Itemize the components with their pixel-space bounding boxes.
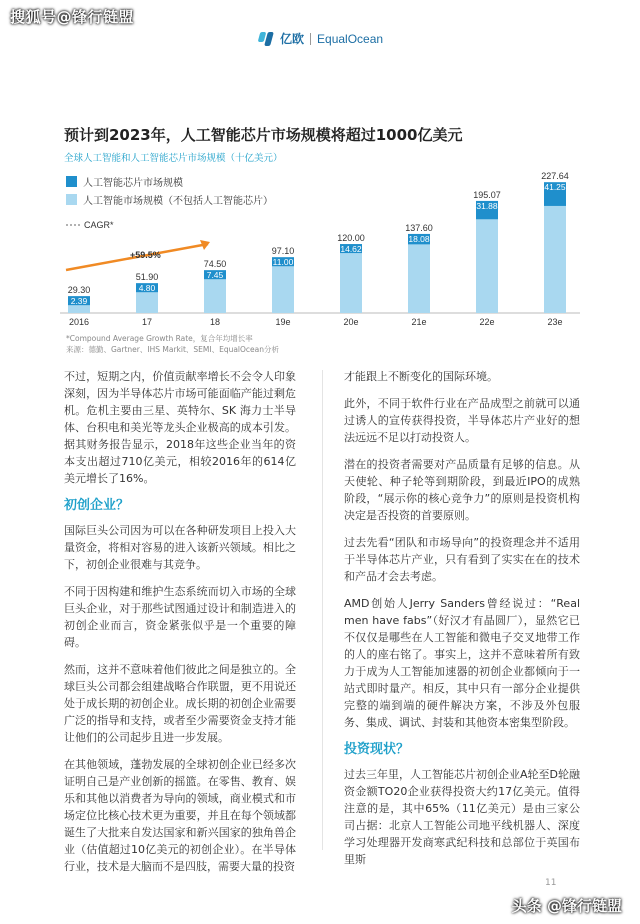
cagr-label: CAGR* [84,220,114,230]
x-tick-label: 22e [479,317,495,327]
legend-label-chip: 人工智能芯片市场规模 [83,177,183,189]
footnote-cagr: *Compound Average Growth Rate，复合年均增长率 [66,334,253,343]
data-label-chip: 41.25 [544,182,566,193]
logo-divider [310,33,311,45]
data-label-total: 51.90 [135,272,159,283]
paragraph: 此外，不同于软件行业在产品成型之前就可以通过诱人的宣传获得投资，半导体芯片产业好的想法远远不足以打动投资人。 [344,397,580,444]
chart-footnote [66,333,279,355]
legend-label-ai: 人工智能市场规模（不包括人工智能芯片） [83,195,273,207]
paragraph: AMD创始人Jerry Sanders曾经说过：“Real men have fabs”（好汉才有晶圆厂），显然它已不仅仅是哪些在人工智能和微电子交叉地带工作的人的座右铭了。事实上，这并不意味着所有致力于成为人工智能加速器的初创企业都倾向于一站式即时量产。相反，其中只有一部分企业提供完整的端到端的硬件解决方案，不涉及外包服务、集成、调试、封装和其他资本密集型阶段。 [344,597,580,729]
paragraph: 不过，短期之内，价值贡献率增长不会令人印象深刻，因为半导体芯片市场可能面临产能过剩危机。危机主要由三星、英特尔、SK 海力士半导体、台积电和美光等龙头企业极高的成本引发。据其财务报告显示，2018年这些企业当年的资本支出超过710亿美元，相较2016年的614亿美元增长了16%。 [64,370,296,485]
bar-ai-market [340,244,362,313]
data-label-total: 137.60 [405,222,433,233]
chart-title: 预计到2023年，人工智能芯片市场规模将超过1000亿美元 [64,126,463,144]
data-label-total: 29.30 [67,285,91,296]
data-label-total: 74.50 [203,259,227,270]
paragraph: 过去三年里，人工智能芯片初创企业A轮至D轮融资金额TO20企业获得投资大约17亿美元。值得注意的是，其中65%（11亿美元）是由三家公司占据：北京人工智能公司地平线机器人、深度学习处理器开发商寒武纪科技和总部位于英国布里斯 [344,768,580,866]
paragraph: 潜在的投资者需要对产品质量有足够的信息。从天使轮、种子轮等到期阶段，到最近IPO的成熟阶段，“展示你的核心竞争力”的原则是投资机构决定是否投资的首要原则。 [344,458,580,522]
equalocean-logo-icon [258,31,274,47]
bar-ai-market [408,234,430,313]
logo-en-text: EqualOcean [317,31,384,46]
data-label-chip: 18.08 [408,233,430,244]
legend-item-chip [66,172,273,190]
logo-cn-text: 亿欧 [280,32,305,46]
x-tick-label: 17 [141,317,153,327]
chart-subtitle: 全球人工智能和人工智能芯片市场规模（十亿美元） [64,153,283,164]
watermark-top: 搜狐号@锋行链盟 [10,8,135,26]
paragraph: 国际巨头公司因为可以在各种研发项目上投入大量资金，将相对容易的进入该新兴领域。相比之下，初创企业很难与其竞争。 [64,524,296,571]
header-logo [258,30,383,47]
data-label-chip: 2.39 [70,296,88,307]
data-label-chip: 31.88 [476,200,498,211]
paragraph: 在其他领域，蓬勃发展的全球初创企业已经多次证明自己是产业创新的摇篮。在零售、教育、娱乐和其他以消费者为导向的领域，商业模式和市场定位比核心技术更为重要，并且在每个领域都诞生了大批来自发达国家和新兴国家的独角兽企业（估值超过10亿美元的初创企业）。在半导体行业，技术是大脑而不是四肢，需要大量的投资 [64,758,296,873]
column-divider [322,370,323,850]
paragraph: 然而，这并不意味着他们彼此之间是独立的。全球巨头公司都会组建战略合作联盟，更不用说还处于成长期的初创企业。成长期的初创企业需要广泛的指导和支持，或者至少需要资金支持才能让他们的公司起步且进一步发展。 [64,663,296,744]
data-label-total: 195.07 [473,189,501,200]
left-column [64,368,296,885]
legend-swatch-dark [66,176,77,187]
cagr-value: +59.5% [130,250,161,260]
watermark-bottom: 头条 @锋行链盟 [511,897,622,915]
data-label-total: 97.10 [271,246,295,257]
data-label-chip: 4.80 [138,283,156,294]
x-tick-label: 18 [209,317,221,327]
x-tick-label: 2016 [68,317,90,327]
data-label-total: 120.00 [337,233,365,244]
section-heading-startups: 初创企业？ [64,498,130,513]
section-heading-investment: 投资现状？ [344,742,410,757]
paragraph: 过去先看“团队和市场导向”的投资理念并不适用于半导体芯片产业，只有看到了实实在在的技术和产品才会去考虑。 [344,536,580,583]
data-label-chip: 7.45 [206,270,224,281]
footnote-source: 来源：德勤、Gartner、IHS Markit、SEMI、EqualOcean分析 [66,345,280,354]
x-tick-label: 20e [343,317,359,327]
paragraph: 不同于因构建和维护生态系统而切入市场的全球巨头企业，对于那些试图通过设计和制造进入的初创企业而言，资金紧张似乎是一个重要的障碍。 [64,585,296,649]
right-column [344,368,580,878]
legend-item-ai [66,190,273,208]
paragraph: 才能跟上不断变化的国际环境。 [344,370,498,383]
legend-swatch-light [66,194,77,205]
x-tick-label: 21e [411,317,427,327]
data-label-chip: 11.00 [272,257,294,268]
page-number: 11 [545,878,557,888]
data-label-chip: 14.62 [340,244,362,255]
chart-legend [66,172,273,208]
x-tick-label: 19e [275,317,291,327]
data-label-total: 227.64 [541,171,569,182]
x-tick-label: 23e [547,317,563,327]
